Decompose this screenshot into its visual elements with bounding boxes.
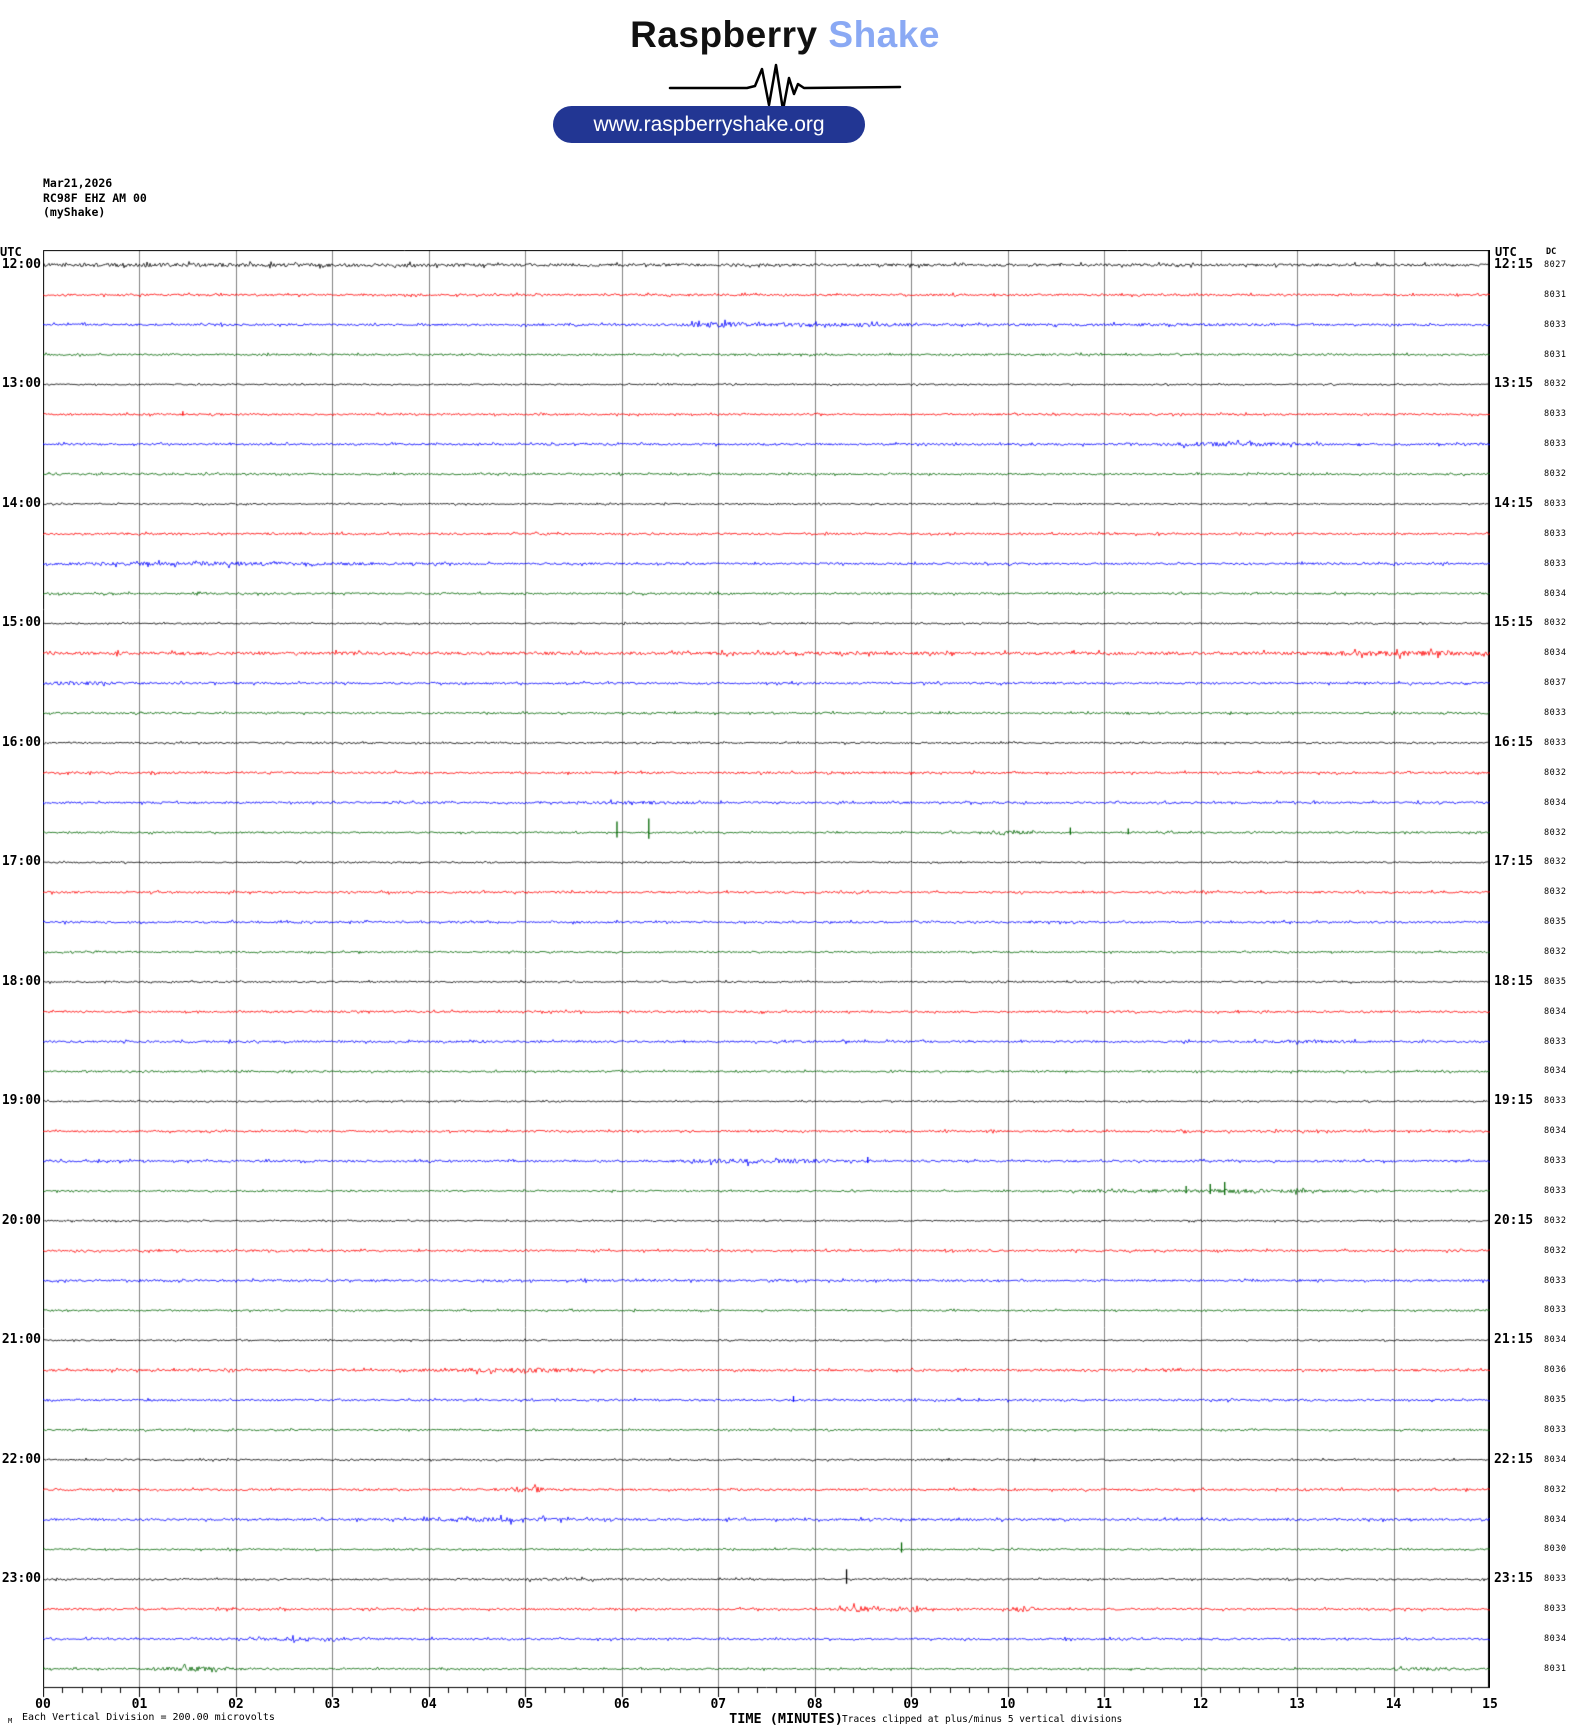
x-tick-label: 06 xyxy=(613,1697,630,1712)
dc-value: 8032 xyxy=(1544,469,1567,480)
dc-value: 8032 xyxy=(1544,618,1567,629)
dc-value: 8037 xyxy=(1544,678,1567,689)
hour-label-right: 21:15 xyxy=(1494,1332,1534,1348)
hour-label-left: 20:00 xyxy=(1,1212,41,1228)
dc-value: 8032 xyxy=(1544,947,1567,957)
x-tick-label: 02 xyxy=(228,1697,244,1712)
website-link-button[interactable]: www.raspberryshake.org xyxy=(553,106,865,143)
dc-value: 8033 xyxy=(1544,1305,1567,1316)
hour-label-right: 17:15 xyxy=(1494,854,1534,870)
dc-value: 8033 xyxy=(1544,439,1567,450)
dc-value: 8033 xyxy=(1544,1604,1567,1615)
hour-label-right: 19:15 xyxy=(1494,1093,1534,1109)
dc-value: 8033 xyxy=(1544,1096,1567,1107)
dc-value: 8032 xyxy=(1544,379,1567,390)
dc-value: 8033 xyxy=(1544,1185,1567,1196)
dc-value: 8033 xyxy=(1544,1275,1567,1286)
hour-label-left: 12:00 xyxy=(1,257,41,272)
hour-label-left: 18:00 xyxy=(1,973,41,989)
dc-value: 8031 xyxy=(1544,289,1567,300)
x-axis-title: TIME (MINUTES) xyxy=(729,1711,843,1727)
hour-label-right: 12:15 xyxy=(1494,257,1534,272)
hour-label-left: 17:00 xyxy=(1,854,41,870)
dc-value: 8034 xyxy=(1544,1006,1567,1017)
x-tick-label: 11 xyxy=(1096,1697,1112,1712)
brand-title xyxy=(0,14,1570,56)
dc-value: 8033 xyxy=(1544,528,1567,539)
hour-label-left: 16:00 xyxy=(1,734,41,750)
x-tick-label: 01 xyxy=(131,1697,148,1712)
dc-value: 8033 xyxy=(1544,319,1567,330)
dc-value: 8032 xyxy=(1544,767,1567,778)
x-tick-label: 08 xyxy=(806,1697,823,1712)
hour-label-right: 22:15 xyxy=(1494,1451,1534,1467)
helicorder-canvas xyxy=(43,250,1490,1710)
dc-value: 8033 xyxy=(1544,1424,1567,1435)
station-id: RC98F EHZ AM 00 xyxy=(43,190,147,205)
dc-value: 8035 xyxy=(1544,976,1567,987)
hour-label-right: 14:15 xyxy=(1494,495,1534,511)
x-tick-label: 04 xyxy=(421,1697,437,1712)
dc-value: 8031 xyxy=(1544,349,1567,360)
hour-label-left: 15:00 xyxy=(1,615,41,631)
dc-value: 8032 xyxy=(1544,1215,1567,1226)
utc-right-header: UTC xyxy=(1495,245,1517,259)
hour-label-left: 22:00 xyxy=(1,1451,41,1467)
x-tick-label: 05 xyxy=(517,1697,534,1712)
seismic-wave-icon xyxy=(665,60,905,112)
dc-value: 8033 xyxy=(1544,409,1567,420)
dc-value: 8033 xyxy=(1544,1156,1567,1167)
station-info xyxy=(43,176,147,220)
dc-value: 8033 xyxy=(1544,1036,1567,1047)
x-tick-label: 10 xyxy=(999,1697,1016,1712)
dc-value: 8032 xyxy=(1544,857,1567,868)
dc-value: 8031 xyxy=(1544,1663,1567,1674)
dc-value: 8033 xyxy=(1544,498,1567,509)
clip-note: Traces clipped at plus/minus 5 vertical divisions xyxy=(842,1714,1123,1725)
hour-label-right: 15:15 xyxy=(1494,615,1534,631)
dc-value: 8036 xyxy=(1544,1365,1567,1376)
hour-label-left: 19:00 xyxy=(1,1093,41,1109)
hour-label-right: 18:15 xyxy=(1494,973,1534,989)
x-tick-label: 12 xyxy=(1192,1697,1209,1712)
dc-value: 8032 xyxy=(1544,1484,1567,1495)
dc-value: 8034 xyxy=(1544,1454,1567,1465)
hour-label-left: 21:00 xyxy=(1,1332,41,1348)
brand-primary: Raspberry xyxy=(630,14,818,55)
dc-value: 8033 xyxy=(1544,558,1567,569)
hour-label-right: 23:15 xyxy=(1494,1571,1534,1587)
hour-label-right: 20:15 xyxy=(1494,1212,1534,1228)
station-network: (myShake) xyxy=(43,205,106,219)
dc-value: 8032 xyxy=(1544,1245,1567,1256)
dc-value: 8034 xyxy=(1544,1066,1567,1077)
station-date: Mar21,2026 xyxy=(43,176,113,190)
x-tick-label: 15 xyxy=(1482,1697,1498,1712)
scale-prefix-glyph: M xyxy=(8,1717,13,1725)
brand-secondary: Shake xyxy=(828,14,940,55)
x-tick-label: 00 xyxy=(35,1697,51,1712)
dc-value: 8034 xyxy=(1544,648,1567,659)
dc-column-header: DC xyxy=(1546,247,1557,257)
dc-value: 8034 xyxy=(1544,797,1567,808)
hour-label-left: 13:00 xyxy=(1,376,41,392)
dc-value: 8034 xyxy=(1544,1335,1567,1346)
hour-label-left: 23:00 xyxy=(1,1571,41,1587)
hour-label-left: 14:00 xyxy=(1,495,41,511)
utc-left-header: UTC xyxy=(0,245,22,259)
dc-value: 8034 xyxy=(1544,1514,1567,1525)
vertical-scale-note: Each Vertical Division = 200.00 microvolts xyxy=(22,1712,275,1723)
dc-value: 8033 xyxy=(1544,708,1567,719)
dc-value: 8034 xyxy=(1544,588,1567,599)
x-tick-label: 13 xyxy=(1289,1697,1305,1712)
dc-value: 8033 xyxy=(1544,737,1567,748)
x-tick-label: 14 xyxy=(1385,1697,1402,1712)
dc-value: 8027 xyxy=(1544,260,1567,270)
dc-value: 8034 xyxy=(1544,1634,1567,1645)
hour-label-right: 16:15 xyxy=(1494,734,1534,750)
dc-value: 8035 xyxy=(1544,917,1567,928)
dc-value: 8032 xyxy=(1544,887,1567,898)
dc-value: 8032 xyxy=(1544,827,1567,838)
dc-value: 8033 xyxy=(1544,1574,1567,1585)
dc-value: 8034 xyxy=(1544,1126,1567,1137)
dc-value: 8030 xyxy=(1544,1544,1567,1555)
x-tick-label: 09 xyxy=(903,1697,920,1712)
x-tick-label: 07 xyxy=(710,1697,727,1712)
x-tick-label: 03 xyxy=(324,1697,341,1712)
hour-label-right: 13:15 xyxy=(1494,376,1534,392)
dc-value: 8035 xyxy=(1544,1395,1567,1406)
